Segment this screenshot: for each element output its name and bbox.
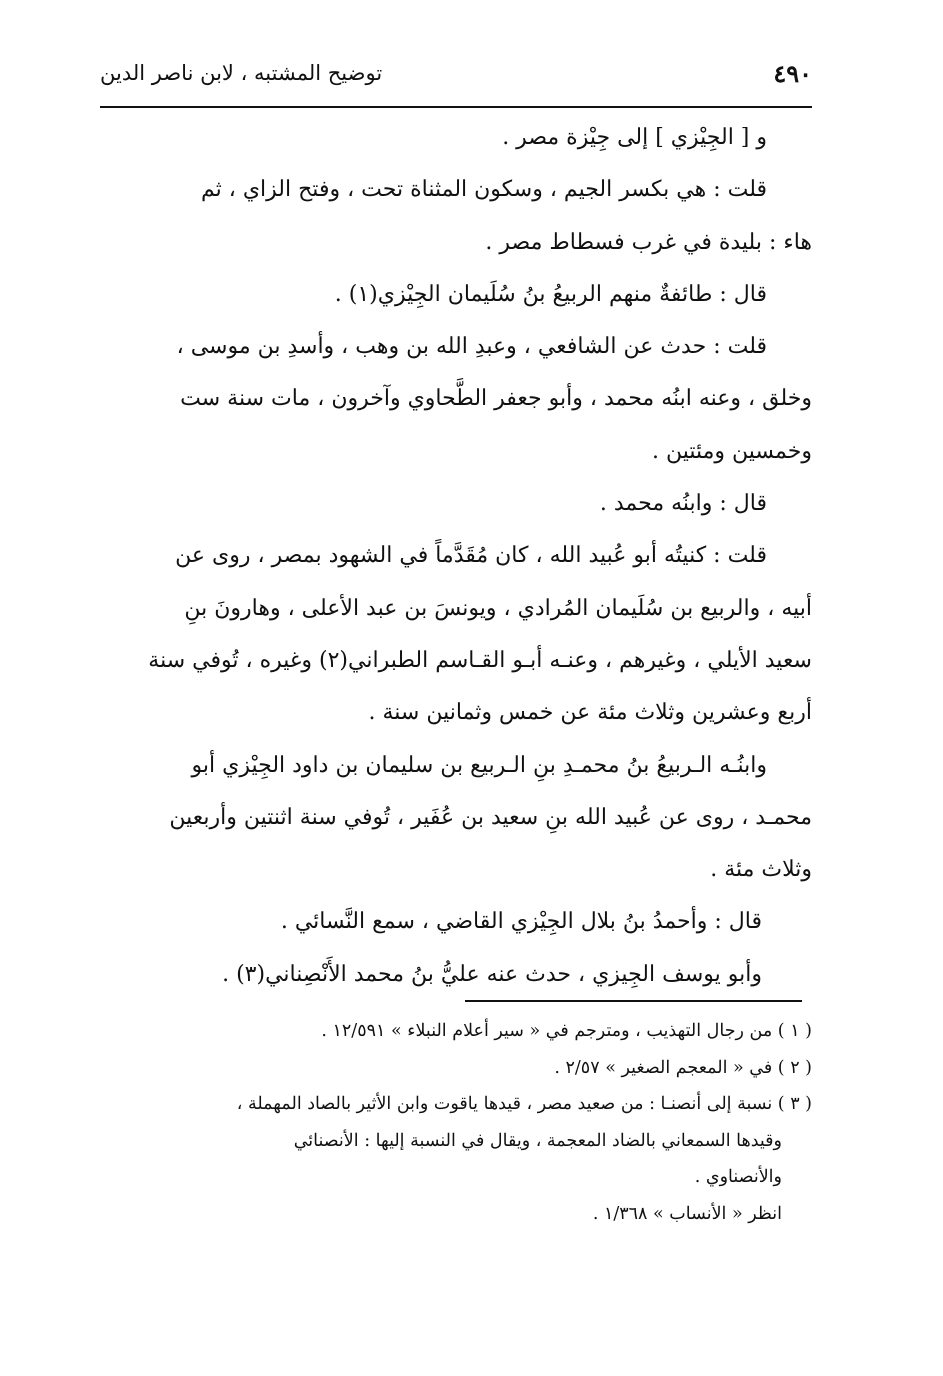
text-line: قلت : كنيتُه أبو عُبيد الله ، كان مُقَدَّماً في الشهود بمصر ، روى عن <box>175 543 767 569</box>
footnote-2: ( ٢ ) في « المعجم الصغير » ٢/٥٧ . <box>554 1057 812 1078</box>
running-title: توضيح المشتبه ، لابن ناصر الدين <box>100 61 383 85</box>
text-line: قال : وابنُه محمد . <box>599 491 767 517</box>
text-line: قال : طائفةٌ منهم الربيعُ بنُ سُلَيمان الجِيْزي(١) . <box>334 281 767 307</box>
page-number: ٤٩٠ <box>773 59 812 88</box>
text-line: وخمسين ومئتين . <box>651 438 812 464</box>
footnote-rule <box>465 1000 802 1002</box>
text-line: قال : وأحمدُ بنُ بلال الجِيْزي القاضي ، سمع النَّسائي . <box>280 909 762 935</box>
main-text <box>100 112 812 1001</box>
text-line: قلت : حدث عن الشافعي ، وعبدِ الله بن وهب ، وأسدِ بن موسى ، <box>176 334 767 360</box>
text-line: أربع وعشرين وثلاث مئة عن خمس وثمانين سنة . <box>368 700 812 726</box>
text-line: و [ الجِيْزي ] إلى جِيْزة مصر . <box>502 125 767 150</box>
header-rule <box>100 106 812 108</box>
text-line: هاء : بليدة في غرب فسطاط مصر . <box>485 229 812 255</box>
footnote-3-reference: انظر « الأنساب » ١/٣٦٨ . <box>592 1203 782 1224</box>
text-line: أبيه ، والربيع بن سُلَيمان المُرادي ، ويونسَ بن عبد الأعلى ، وهارونَ بنِ <box>184 595 812 621</box>
text-line: وأبو يوسف الجِيزي ، حدث عنه عليُّ بنُ محمد الأَنْصِناني(٣) . <box>222 961 762 987</box>
text-line: سعيد الأيلي ، وغيرهم ، وعنـه أبـو القـاسم الطبراني(٢) وغيره ، تُوفي سنة <box>148 647 812 673</box>
footnote-1: ( ١ ) من رجال التهذيب ، ومترجم في « سير أعلام النبلاء » ١٢/٥٩١ . <box>321 1021 812 1041</box>
footnote-3-continuation: والأنصناوي . <box>694 1167 782 1187</box>
footnotes <box>100 1013 812 1232</box>
text-line: وابنُـه الـربيعُ بنُ محمـدِ بنِ الـربيع بن سليمان بن داود الجِيْزي أبو <box>191 752 767 778</box>
text-line: وخلق ، وعنه ابنُه محمد ، وأبو جعفر الطَّحاوي وآخرون ، مات سنة ست <box>180 386 812 412</box>
page-header <box>100 55 812 105</box>
text-line: وثلاث مئة . <box>710 857 812 883</box>
text-line: محمـد ، روى عن عُبيد الله بنِ سعيد بن عُفَير ، تُوفي سنة اثنتين وأربعين <box>169 804 812 830</box>
footnote-3: ( ٣ ) نسبة إلى أنصنـا : من صعيد مصر ، قيدها ياقوت وابن الأثير بالصاد المهملة ، <box>236 1094 812 1114</box>
text-line: قلت : هي بكسر الجيم ، وسكون المثناة تحت ، وفتح الزاي ، ثم <box>200 177 767 203</box>
footnote-3-continuation: وقيدها السمعاني بالضاد المعجمة ، ويقال في النسبة إليها : الأنصنائي <box>293 1130 782 1151</box>
